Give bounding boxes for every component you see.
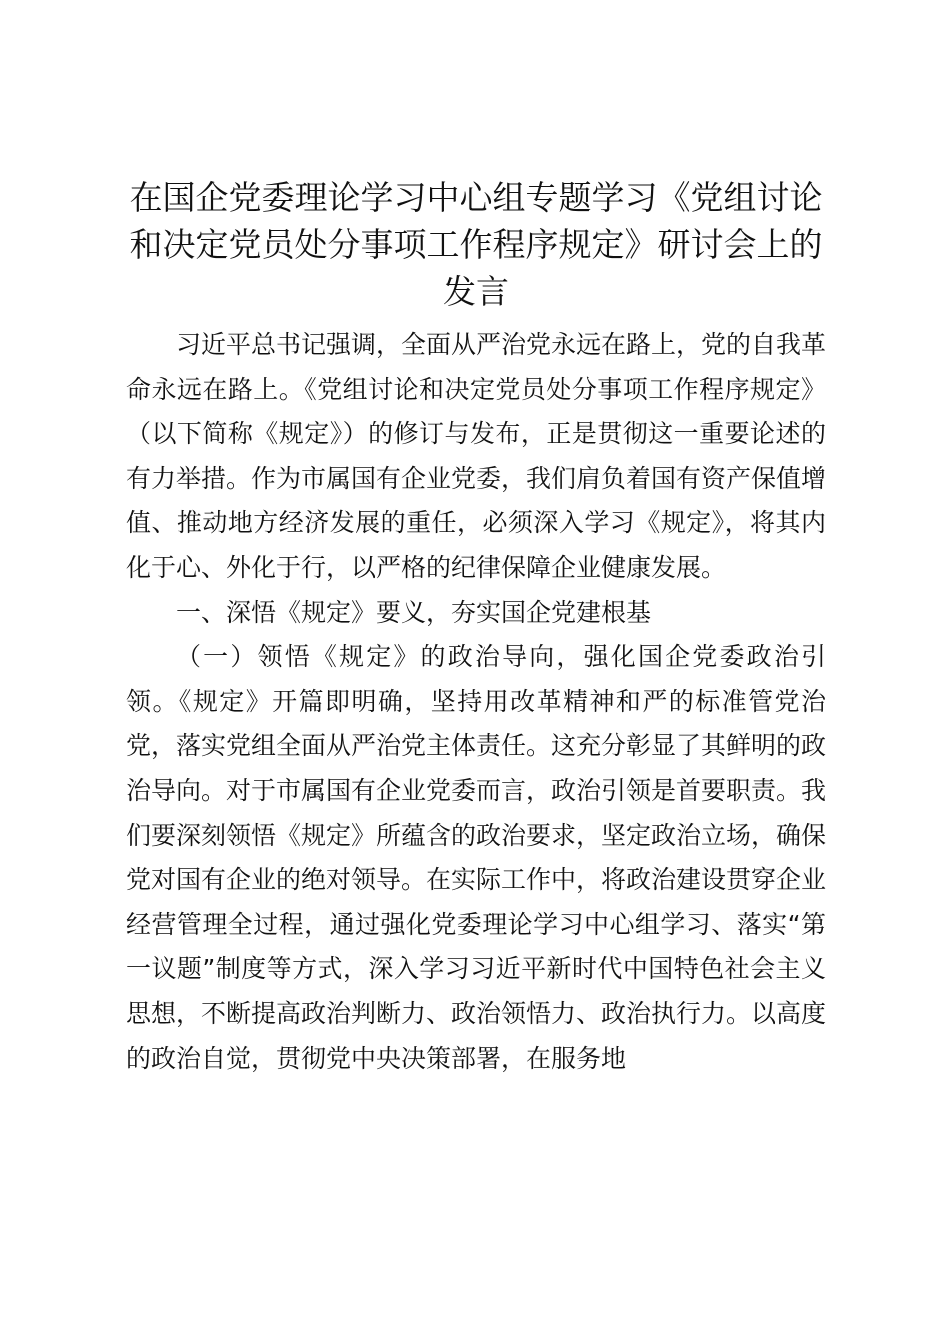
section-heading: 一、深悟《规定》要义，夯实国企党建根基 (176, 597, 652, 627)
subsection-paragraph: （一）领悟《规定》的政治导向，强化国企党委政治引领。《规定》开篇即明确，坚持用改革精神和严的标准管党治党，落实党组全面从严治党主体责任。这充分彰显了其鲜明的政治导向。对于市属国有企业党委而言，政治引领是首要职责。我们要深刻领悟《规定》所蕴含的政治要求，坚定政治立场，确保党对国有企业的绝对领导。在实际工作中，将政治建设贯穿企业经营管理全过程，通过强化党委理论学习中心组学习、落实“第一议题”制度等方式，深入学习习近平新时代中国特色社会主义思想，不断提高政治判断力、政治领悟力、政治执行力。以高度的政治自觉，贯彻党中央决策部署，在服务地 (126, 642, 827, 1073)
document-title: 在国企党委理论学习中心组专题学习《党组讨论和决定党员处分事项工作程序规定》研讨会上的发言 (129, 178, 823, 311)
intro-paragraph: 习近平总书记强调，全面从严治党永远在路上，党的自我革命永远在路上。《党组讨论和决定党员处分事项工作程序规定》（以下简称《规定》）的修订与发布，正是贯彻这一重要论述的有力举措。作为市属国有企业党委，我们肩负着国有资产保值增值、推动地方经济发展的重任，必须深入学习《规定》，将其内化于心、外化于行，以严格的纪律保障企业健康发展。 (126, 330, 827, 582)
document-page (126, 174, 826, 1081)
